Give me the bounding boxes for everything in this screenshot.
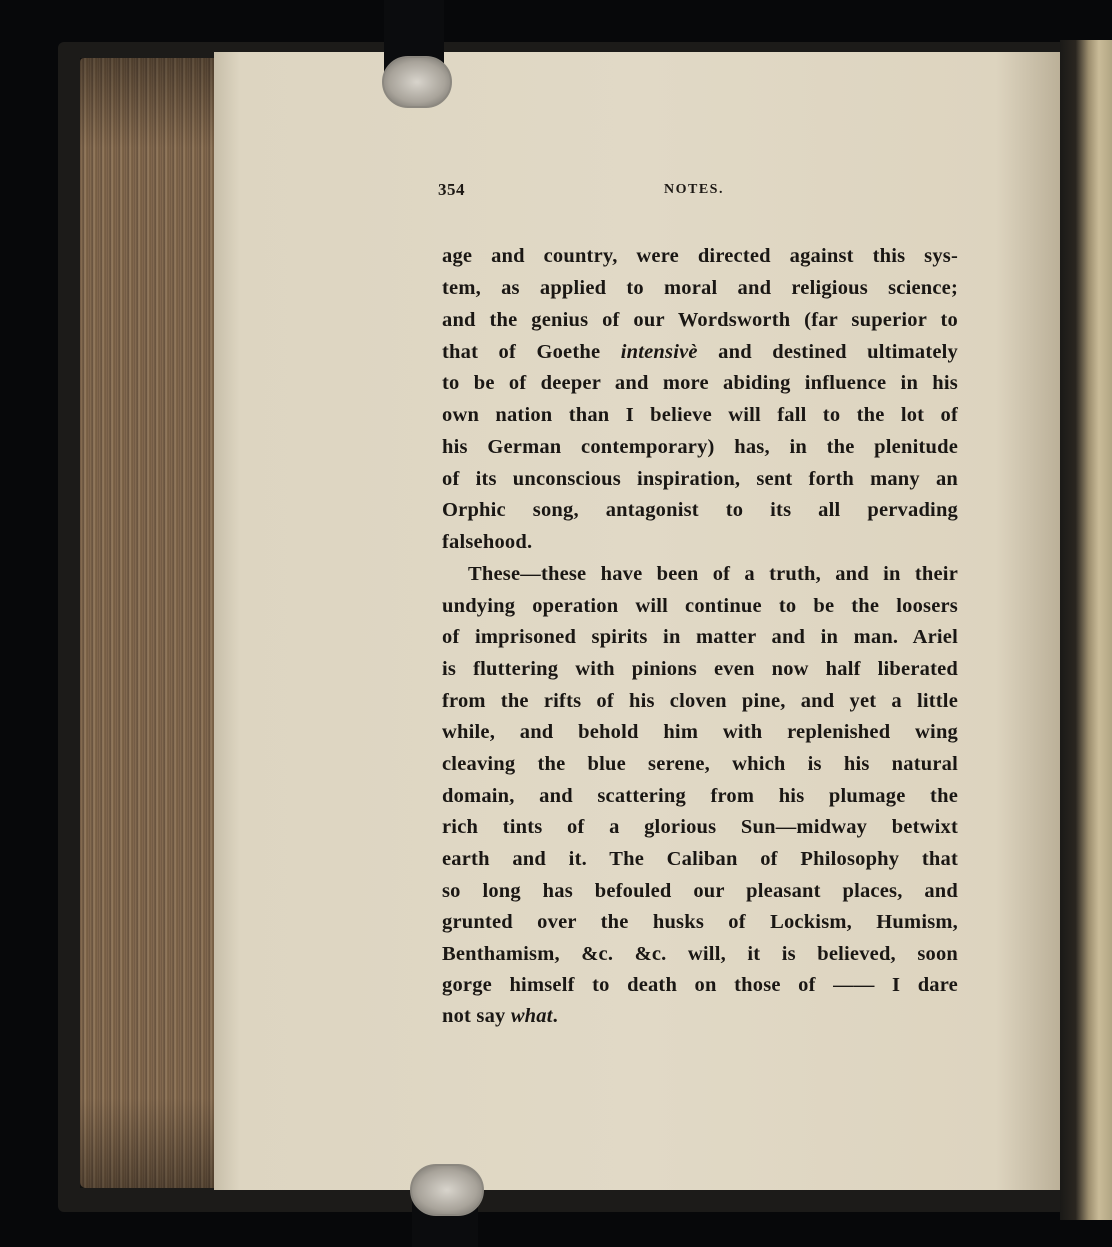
text-line: falsehood. — [442, 531, 533, 553]
text-line: Orphic song, antagonist to its all pervading — [442, 499, 958, 521]
page-header — [438, 180, 758, 210]
text-line: of its unconscious inspiration, sent forth many an — [442, 468, 958, 490]
text-line: and the genius of our Wordsworth (far superior to — [442, 309, 958, 331]
text-line: from the rifts of his cloven pine, and yet a little — [442, 690, 958, 712]
running-title: NOTES. — [664, 182, 724, 197]
text-line — [442, 1001, 958, 1031]
page-clip-bottom — [410, 1164, 484, 1216]
text-run: that of Goethe — [442, 341, 621, 363]
text-line: rich tints of a glorious Sun—midway betwixt — [442, 816, 958, 838]
text-line: undying operation will continue to be the loosers — [442, 595, 958, 617]
text-run: not say — [442, 1005, 511, 1027]
text-line: his German contemporary) has, in the plenitude — [442, 436, 958, 458]
page-clip-top — [382, 56, 452, 108]
text-line: of imprisoned spirits in matter and in man. Ariel — [442, 626, 958, 648]
text-line: earth and it. The Caliban of Philosophy that — [442, 848, 958, 870]
text-line: cleaving the blue serene, which is his natural — [442, 753, 958, 775]
text-line: tem, as applied to moral and religious science; — [442, 277, 958, 299]
page-edges — [80, 58, 222, 1188]
text-line: Benthamism, &c. &c. will, it is believed, soon — [442, 943, 958, 965]
text-line: is fluttering with pinions even now half liberated — [442, 658, 958, 680]
text-line: gorge himself to death on those of —— I dare — [442, 974, 958, 996]
text-line: domain, and scattering from his plumage the — [442, 785, 958, 807]
text-line: to be of deeper and more abiding influence in his — [442, 372, 958, 394]
text-line — [442, 337, 958, 367]
text-line: grunted over the husks of Lockism, Humism, — [442, 911, 958, 933]
text-run: . — [552, 1005, 558, 1027]
facing-page-edge — [1060, 40, 1112, 1220]
italic-word: what — [510, 1005, 553, 1027]
text-line: age and country, were directed against this sys- — [442, 245, 958, 267]
text-run: and destined ultimately — [697, 341, 958, 363]
italic-word: intensivè — [620, 341, 698, 363]
page-number: 354 — [438, 180, 465, 199]
text-line: own nation than I believe will fall to the lot of — [442, 404, 958, 426]
text-line: while, and behold him with replenished wing — [442, 721, 958, 743]
text-line: These—these have been of a truth, and in their — [468, 563, 958, 585]
text-line: so long has befouled our pleasant places, and — [442, 880, 958, 902]
